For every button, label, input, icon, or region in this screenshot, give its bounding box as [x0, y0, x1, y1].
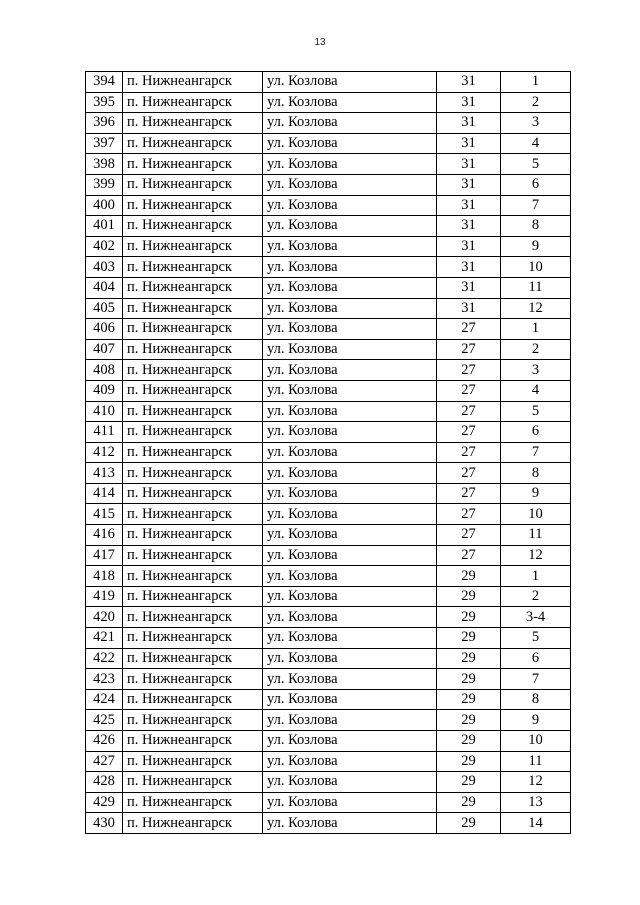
street-cell: ул. Козлова [263, 401, 437, 422]
locality-cell: п. Нижнеангарск [123, 813, 263, 834]
street-cell: ул. Козлова [263, 72, 437, 93]
apartment-cell: 2 [501, 92, 571, 113]
street-cell: ул. Козлова [263, 566, 437, 587]
row-number-cell: 422 [86, 648, 123, 669]
house-number-cell: 31 [437, 195, 501, 216]
apartment-cell: 5 [501, 628, 571, 649]
row-number-cell: 426 [86, 731, 123, 752]
locality-cell: п. Нижнеангарск [123, 463, 263, 484]
apartment-cell: 5 [501, 154, 571, 175]
table-row [86, 422, 571, 443]
locality-cell: п. Нижнеангарск [123, 525, 263, 546]
table-row [86, 669, 571, 690]
locality-cell: п. Нижнеангарск [123, 648, 263, 669]
apartment-cell: 12 [501, 545, 571, 566]
street-cell: ул. Козлова [263, 525, 437, 546]
street-cell: ул. Козлова [263, 92, 437, 113]
street-cell: ул. Козлова [263, 689, 437, 710]
house-number-cell: 27 [437, 442, 501, 463]
house-number-cell: 31 [437, 113, 501, 134]
street-cell: ул. Козлова [263, 319, 437, 340]
street-cell: ул. Козлова [263, 669, 437, 690]
street-cell: ул. Козлова [263, 298, 437, 319]
row-number-cell: 407 [86, 339, 123, 360]
row-number-cell: 401 [86, 216, 123, 237]
table-row [86, 792, 571, 813]
street-cell: ул. Козлова [263, 154, 437, 175]
house-number-cell: 29 [437, 689, 501, 710]
table-row [86, 442, 571, 463]
apartment-cell: 3 [501, 113, 571, 134]
apartment-cell: 14 [501, 813, 571, 834]
row-number-cell: 412 [86, 442, 123, 463]
apartment-cell: 7 [501, 442, 571, 463]
table-row [86, 195, 571, 216]
street-cell: ул. Козлова [263, 339, 437, 360]
street-cell: ул. Козлова [263, 792, 437, 813]
table-row [86, 92, 571, 113]
table-row [86, 277, 571, 298]
row-number-cell: 402 [86, 236, 123, 257]
apartment-cell: 12 [501, 772, 571, 793]
row-number-cell: 409 [86, 380, 123, 401]
locality-cell: п. Нижнеангарск [123, 319, 263, 340]
house-number-cell: 29 [437, 792, 501, 813]
row-number-cell: 424 [86, 689, 123, 710]
house-number-cell: 31 [437, 133, 501, 154]
locality-cell: п. Нижнеангарск [123, 195, 263, 216]
street-cell: ул. Козлова [263, 422, 437, 443]
street-cell: ул. Козлова [263, 113, 437, 134]
house-number-cell: 31 [437, 277, 501, 298]
house-number-cell: 27 [437, 319, 501, 340]
locality-cell: п. Нижнеангарск [123, 113, 263, 134]
locality-cell: п. Нижнеангарск [123, 545, 263, 566]
house-number-cell: 27 [437, 483, 501, 504]
locality-cell: п. Нижнеангарск [123, 628, 263, 649]
table-row [86, 72, 571, 93]
row-number-cell: 411 [86, 422, 123, 443]
apartment-cell: 3 [501, 360, 571, 381]
locality-cell: п. Нижнеангарск [123, 504, 263, 525]
table-row [86, 298, 571, 319]
table-row [86, 648, 571, 669]
apartment-cell: 9 [501, 710, 571, 731]
row-number-cell: 430 [86, 813, 123, 834]
house-number-cell: 29 [437, 772, 501, 793]
row-number-cell: 404 [86, 277, 123, 298]
locality-cell: п. Нижнеангарск [123, 257, 263, 278]
house-number-cell: 29 [437, 566, 501, 587]
row-number-cell: 429 [86, 792, 123, 813]
locality-cell: п. Нижнеангарск [123, 277, 263, 298]
row-number-cell: 427 [86, 751, 123, 772]
apartment-cell: 6 [501, 422, 571, 443]
row-number-cell: 410 [86, 401, 123, 422]
row-number-cell: 417 [86, 545, 123, 566]
table-row [86, 113, 571, 134]
apartment-cell: 8 [501, 463, 571, 484]
house-number-cell: 27 [437, 401, 501, 422]
table-row [86, 380, 571, 401]
house-number-cell: 27 [437, 525, 501, 546]
table-row [86, 339, 571, 360]
apartment-cell: 12 [501, 298, 571, 319]
locality-cell: п. Нижнеангарск [123, 442, 263, 463]
house-number-cell: 29 [437, 607, 501, 628]
locality-cell: п. Нижнеангарск [123, 422, 263, 443]
row-number-cell: 398 [86, 154, 123, 175]
table-row [86, 628, 571, 649]
apartment-cell: 10 [501, 504, 571, 525]
row-number-cell: 397 [86, 133, 123, 154]
table-row [86, 216, 571, 237]
apartment-cell: 7 [501, 195, 571, 216]
table-row [86, 525, 571, 546]
apartment-cell: 3-4 [501, 607, 571, 628]
street-cell: ул. Козлова [263, 710, 437, 731]
row-number-cell: 419 [86, 586, 123, 607]
street-cell: ул. Козлова [263, 586, 437, 607]
row-number-cell: 400 [86, 195, 123, 216]
table-row [86, 133, 571, 154]
locality-cell: п. Нижнеангарск [123, 154, 263, 175]
table-row [86, 463, 571, 484]
apartment-cell: 6 [501, 174, 571, 195]
street-cell: ул. Козлова [263, 731, 437, 752]
locality-cell: п. Нижнеангарск [123, 298, 263, 319]
row-number-cell: 418 [86, 566, 123, 587]
house-number-cell: 31 [437, 257, 501, 278]
street-cell: ул. Козлова [263, 628, 437, 649]
apartment-cell: 9 [501, 483, 571, 504]
apartment-cell: 8 [501, 216, 571, 237]
locality-cell: п. Нижнеангарск [123, 792, 263, 813]
row-number-cell: 395 [86, 92, 123, 113]
row-number-cell: 408 [86, 360, 123, 381]
table-row [86, 586, 571, 607]
row-number-cell: 405 [86, 298, 123, 319]
table-row [86, 566, 571, 587]
row-number-cell: 406 [86, 319, 123, 340]
row-number-cell: 415 [86, 504, 123, 525]
locality-cell: п. Нижнеангарск [123, 174, 263, 195]
row-number-cell: 399 [86, 174, 123, 195]
row-number-cell: 414 [86, 483, 123, 504]
apartment-cell: 8 [501, 689, 571, 710]
street-cell: ул. Козлова [263, 195, 437, 216]
street-cell: ул. Козлова [263, 813, 437, 834]
apartment-cell: 4 [501, 380, 571, 401]
house-number-cell: 27 [437, 545, 501, 566]
row-number-cell: 423 [86, 669, 123, 690]
house-number-cell: 31 [437, 92, 501, 113]
street-cell: ул. Козлова [263, 504, 437, 525]
apartment-cell: 10 [501, 731, 571, 752]
apartment-cell: 9 [501, 236, 571, 257]
table-row [86, 772, 571, 793]
street-cell: ул. Козлова [263, 257, 437, 278]
table-row [86, 401, 571, 422]
locality-cell: п. Нижнеангарск [123, 483, 263, 504]
apartment-cell: 13 [501, 792, 571, 813]
locality-cell: п. Нижнеангарск [123, 236, 263, 257]
row-number-cell: 396 [86, 113, 123, 134]
apartment-cell: 6 [501, 648, 571, 669]
house-number-cell: 27 [437, 380, 501, 401]
row-number-cell: 421 [86, 628, 123, 649]
table-row [86, 689, 571, 710]
house-number-cell: 27 [437, 463, 501, 484]
street-cell: ул. Козлова [263, 216, 437, 237]
locality-cell: п. Нижнеангарск [123, 72, 263, 93]
house-number-cell: 31 [437, 72, 501, 93]
row-number-cell: 394 [86, 72, 123, 93]
street-cell: ул. Козлова [263, 463, 437, 484]
house-number-cell: 29 [437, 710, 501, 731]
house-number-cell: 29 [437, 586, 501, 607]
locality-cell: п. Нижнеангарск [123, 339, 263, 360]
row-number-cell: 420 [86, 607, 123, 628]
street-cell: ул. Козлова [263, 380, 437, 401]
row-number-cell: 425 [86, 710, 123, 731]
page-number: 13 [314, 37, 326, 48]
apartment-cell: 1 [501, 72, 571, 93]
row-number-cell: 413 [86, 463, 123, 484]
apartment-cell: 5 [501, 401, 571, 422]
street-cell: ул. Козлова [263, 236, 437, 257]
address-table-body [86, 72, 571, 834]
table-row [86, 710, 571, 731]
apartment-cell: 10 [501, 257, 571, 278]
house-number-cell: 29 [437, 751, 501, 772]
table-row [86, 174, 571, 195]
street-cell: ул. Козлова [263, 360, 437, 381]
table-row [86, 545, 571, 566]
locality-cell: п. Нижнеангарск [123, 401, 263, 422]
locality-cell: п. Нижнеангарск [123, 772, 263, 793]
house-number-cell: 31 [437, 154, 501, 175]
locality-cell: п. Нижнеангарск [123, 689, 263, 710]
house-number-cell: 27 [437, 360, 501, 381]
locality-cell: п. Нижнеангарск [123, 586, 263, 607]
table-row [86, 483, 571, 504]
table-row [86, 360, 571, 381]
street-cell: ул. Козлова [263, 751, 437, 772]
locality-cell: п. Нижнеангарск [123, 133, 263, 154]
table-row [86, 319, 571, 340]
house-number-cell: 27 [437, 504, 501, 525]
apartment-cell: 11 [501, 751, 571, 772]
locality-cell: п. Нижнеангарск [123, 92, 263, 113]
table-row [86, 607, 571, 628]
apartment-cell: 1 [501, 319, 571, 340]
house-number-cell: 27 [437, 422, 501, 443]
street-cell: ул. Козлова [263, 545, 437, 566]
row-number-cell: 403 [86, 257, 123, 278]
locality-cell: п. Нижнеангарск [123, 607, 263, 628]
street-cell: ул. Козлова [263, 772, 437, 793]
street-cell: ул. Козлова [263, 277, 437, 298]
table-row [86, 154, 571, 175]
house-number-cell: 31 [437, 298, 501, 319]
house-number-cell: 29 [437, 628, 501, 649]
house-number-cell: 31 [437, 236, 501, 257]
apartment-cell: 2 [501, 339, 571, 360]
house-number-cell: 29 [437, 669, 501, 690]
house-number-cell: 31 [437, 174, 501, 195]
address-table [85, 71, 571, 834]
locality-cell: п. Нижнеангарск [123, 751, 263, 772]
street-cell: ул. Козлова [263, 607, 437, 628]
table-row [86, 504, 571, 525]
locality-cell: п. Нижнеангарск [123, 216, 263, 237]
table-row [86, 813, 571, 834]
apartment-cell: 11 [501, 525, 571, 546]
street-cell: ул. Козлова [263, 483, 437, 504]
table-row [86, 751, 571, 772]
locality-cell: п. Нижнеангарск [123, 669, 263, 690]
street-cell: ул. Козлова [263, 648, 437, 669]
table-row [86, 236, 571, 257]
locality-cell: п. Нижнеангарск [123, 566, 263, 587]
locality-cell: п. Нижнеангарск [123, 380, 263, 401]
street-cell: ул. Козлова [263, 442, 437, 463]
locality-cell: п. Нижнеангарск [123, 360, 263, 381]
street-cell: ул. Козлова [263, 174, 437, 195]
house-number-cell: 29 [437, 813, 501, 834]
apartment-cell: 4 [501, 133, 571, 154]
row-number-cell: 428 [86, 772, 123, 793]
locality-cell: п. Нижнеангарск [123, 731, 263, 752]
table-row [86, 257, 571, 278]
apartment-cell: 1 [501, 566, 571, 587]
house-number-cell: 29 [437, 731, 501, 752]
apartment-cell: 7 [501, 669, 571, 690]
table-row [86, 731, 571, 752]
house-number-cell: 31 [437, 216, 501, 237]
street-cell: ул. Козлова [263, 133, 437, 154]
apartment-cell: 2 [501, 586, 571, 607]
row-number-cell: 416 [86, 525, 123, 546]
apartment-cell: 11 [501, 277, 571, 298]
house-number-cell: 29 [437, 648, 501, 669]
house-number-cell: 27 [437, 339, 501, 360]
locality-cell: п. Нижнеангарск [123, 710, 263, 731]
